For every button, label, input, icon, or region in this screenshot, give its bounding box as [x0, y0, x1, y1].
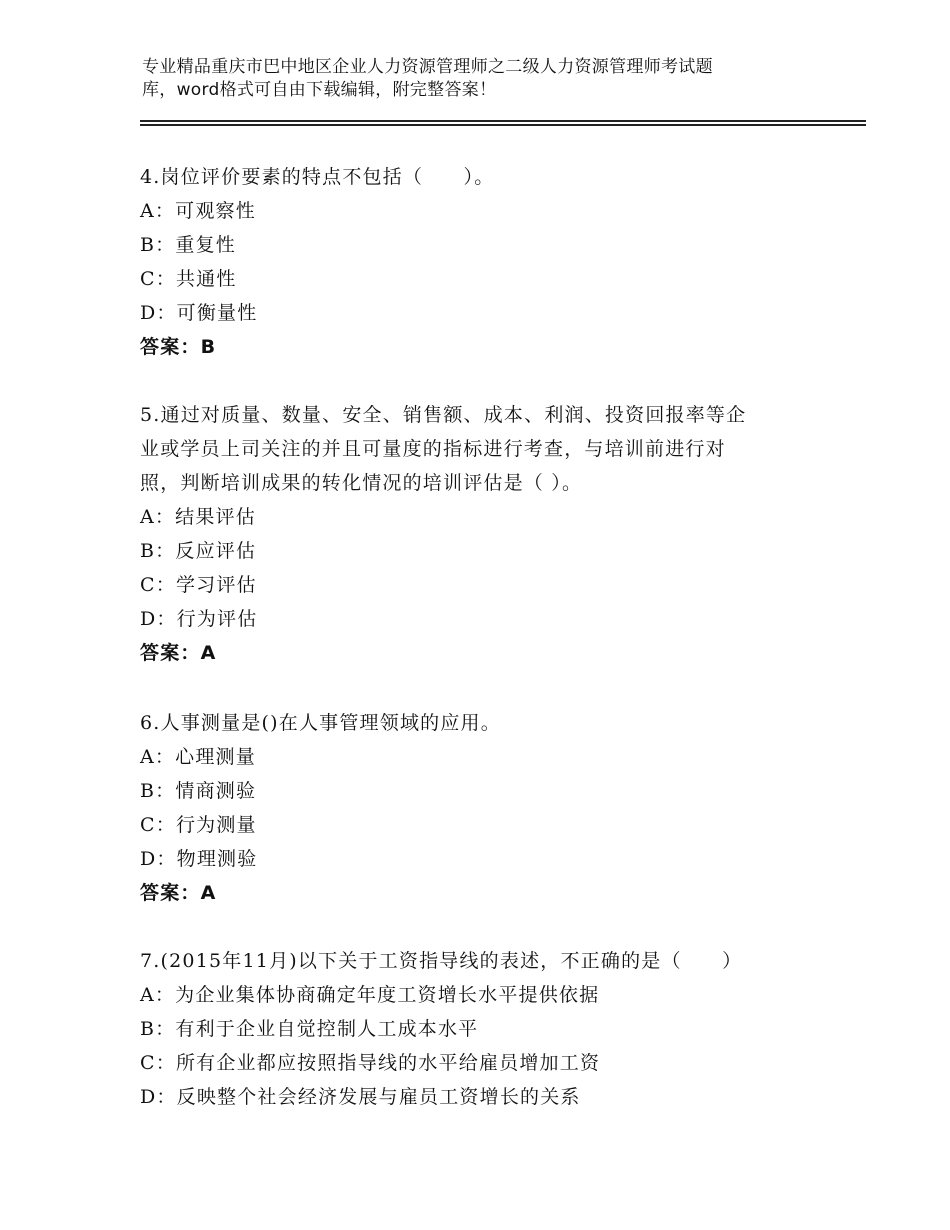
question-7	[140, 944, 810, 1114]
option-b: B：重复性	[140, 234, 236, 256]
option-a: A：心理测量	[140, 746, 256, 768]
option-c: C：所有企业都应按照指导线的水平给雇员增加工资	[140, 1052, 601, 1074]
answer: 答案：B	[140, 336, 217, 358]
option-c: C：共通性	[140, 268, 237, 290]
question-6	[140, 706, 810, 910]
question-stem-line-1: 5.通过对质量、数量、安全、销售额、成本、利润、投资回报率等企	[140, 404, 747, 426]
question-stem: 6.人事测量是()在人事管理领域的应用。	[140, 712, 501, 734]
option-a: A：可观察性	[140, 200, 256, 222]
question-stem-line-2: 业或学员上司关注的并且可量度的指标进行考查，与培训前进行对	[140, 438, 726, 460]
option-b: B：情商测验	[140, 780, 257, 802]
option-d: D：行为评估	[140, 608, 258, 630]
answer: 答案：A	[140, 642, 217, 664]
option-b: B：反应评估	[140, 540, 257, 562]
question-stem: 7.(2015年11月)以下关于工资指导线的表述，不正确的是（ ）	[140, 950, 743, 972]
option-d: D：可衡量性	[140, 302, 258, 324]
option-c: C：学习评估	[140, 574, 257, 596]
option-a: A：结果评估	[140, 506, 256, 528]
header-line-1: 专业精品重庆市巴中地区企业人力资源管理师之二级人力资源管理师考试题	[142, 57, 713, 77]
option-a: A：为企业集体协商确定年度工资增长水平提供依据	[140, 984, 600, 1006]
answer: 答案：A	[140, 882, 217, 904]
question-4	[140, 160, 810, 364]
option-c: C：行为测量	[140, 814, 257, 836]
question-stem-line-3: 照，判断培训成果的转化情况的培训评估是（ ）。	[140, 472, 583, 494]
question-stem: 4.岗位评价要素的特点不包括（ ）。	[140, 166, 495, 188]
question-5	[140, 398, 810, 670]
header-divider-top	[140, 120, 866, 122]
header-line-2: 库，word格式可自由下载编辑，附完整答案！	[142, 80, 497, 100]
header-divider-bottom	[140, 124, 866, 126]
option-d: D：物理测验	[140, 848, 258, 870]
option-d: D：反映整个社会经济发展与雇员工资增长的关系	[140, 1086, 581, 1108]
option-b: B：有利于企业自觉控制人工成本水平	[140, 1018, 479, 1040]
document-header	[142, 56, 802, 102]
